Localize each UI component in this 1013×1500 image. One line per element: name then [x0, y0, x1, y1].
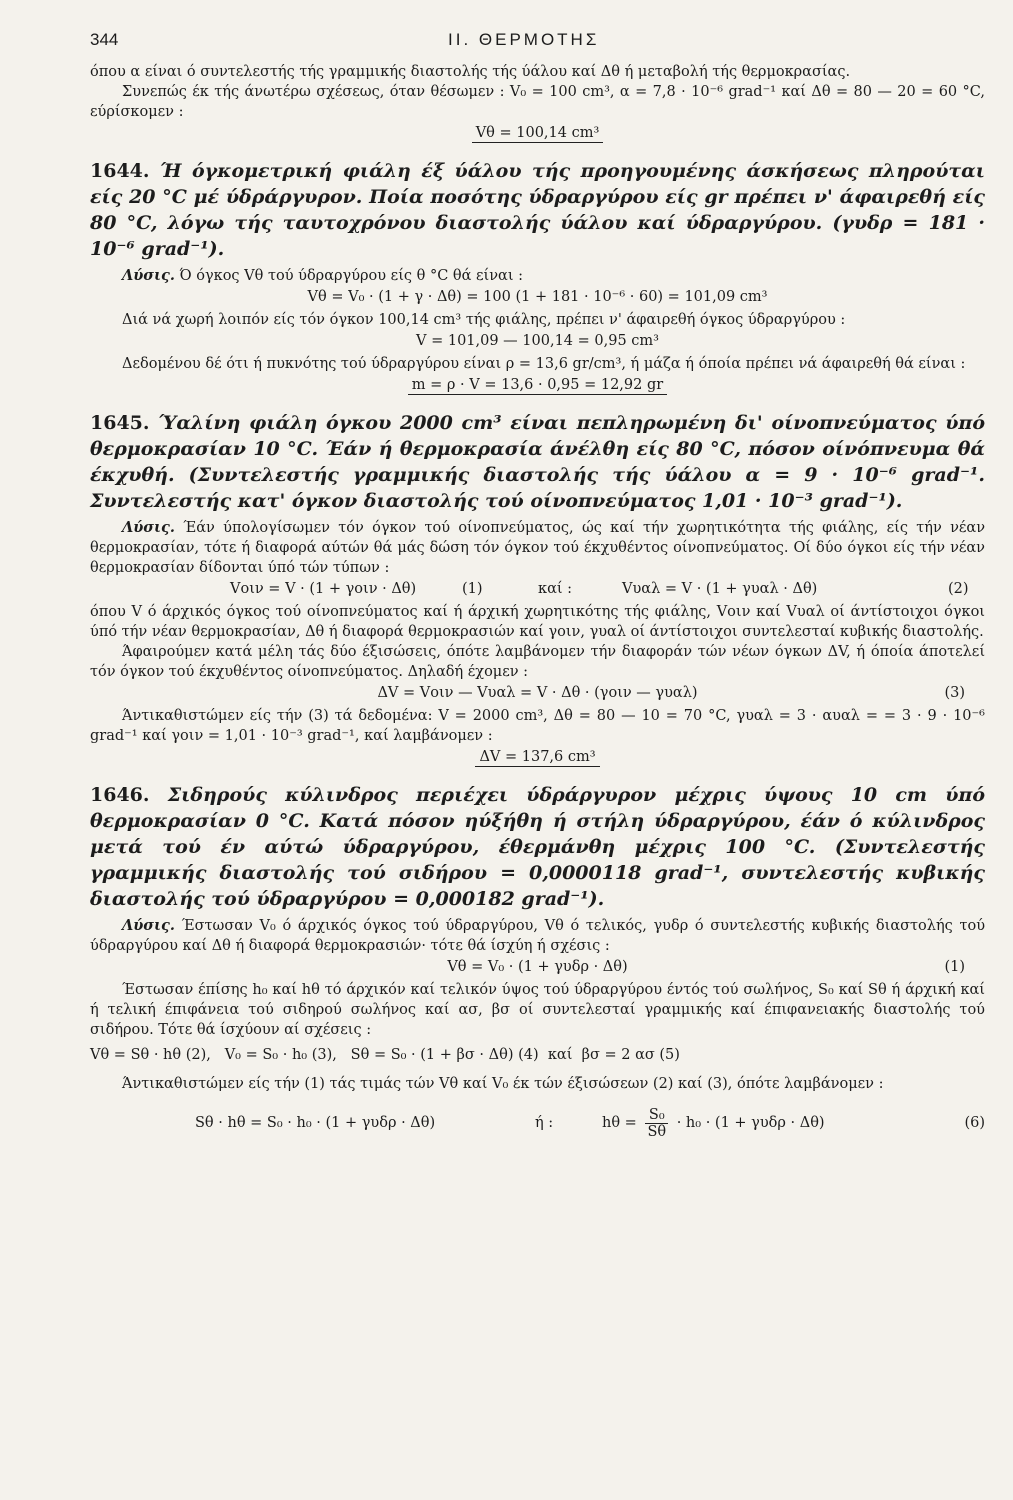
equation-1644-2-text: V = 101,09 — 100,14 = 0,95 cm³	[416, 333, 659, 349]
equation-1645-3-text: ΔV = Vοιν — Vυαλ = V · Δθ · (γοιν — γυαλ)	[377, 685, 698, 701]
equation-or: ή :	[535, 1115, 554, 1131]
solution-1644-text2: Διά νά χωρή λοιπόν είς τόν όγκον 100,14 cm³ τής φιάλης, πρέπει ν' άφαιρεθή όγκος ύδραργύρου :	[122, 312, 846, 328]
problem-1646-number: 1646.	[90, 784, 150, 806]
result-1644	[90, 374, 985, 398]
page-header	[90, 30, 985, 62]
fraction-numerator: S₀	[645, 1107, 668, 1124]
problem-1645-text: Ύαλίνη φιάλη όγκου 2000 cm³ είναι πεπληρωμένη δι' οίνοπνεύματος ύπό θερμοκρασίαν 10 °C. Έάν ή θερμοκρασία άνέλθη είς 80 °C, πόσον οίνόπνευμα θά έκχυθή. (Συντελεστής γραμμικής διαστολής τής ύάλου α = 9 · 10⁻⁶ grad⁻¹. Συντελεστής κατ' όγκον διαστολής τού οίνοπνεύματος 1,01 · 10⁻³ grad⁻¹).	[90, 412, 985, 512]
equation-1645-1: Vοιν = V · (1 + γοιν · Δθ)	[230, 581, 417, 597]
problem-1646-text: Σιδηρούς κύλινδρος περιέχει ύδράργυρον μέχρις ύψους 10 cm ύπό θερμοκρασίαν 0 °C. Κατά πόσον ηύξήθη ή στήλη ύδραργύρου, έάν ό κύλινδρος μετά τού έν αύτώ ύδραργύρου, έθερμάνθη μέχρις 100 °C. (Συντελεστής γραμμικής διαστολής τού σιδήρου = 0,0000118 grad⁻¹, συντελεστής κυβικής διαστολής τού ύδραργύρου = 0,000182 grad⁻¹).	[90, 784, 985, 910]
solution-1646-text1: Έστωσαν V₀ ό άρχικός όγκος τού ύδραργύρου, Vθ ό τελικός, γυδρ ό συντελεστής κυβικής διαστολής τού ύδραργύρου καί Δθ ή διαφορά θερμοκρασιών· τότε θά ίσχύη ή σχέσις :	[90, 918, 986, 954]
solution-1644-text1: Ό όγκος Vθ τού ύδραργύρου είς θ °C θά είναι :	[179, 268, 524, 284]
page-number: 344	[90, 30, 119, 49]
solution-label: Λύσις.	[122, 267, 175, 284]
problem-1645-statement	[90, 410, 985, 514]
equation-1646-6	[90, 1104, 985, 1142]
problem-1646-statement	[90, 782, 985, 912]
book-page	[90, 30, 985, 1142]
equation-1645-3	[90, 682, 985, 706]
equation-1646-6-right	[602, 1104, 825, 1142]
equation-1644-2	[90, 330, 985, 354]
equation-number-6: (6)	[964, 1115, 985, 1131]
equation-number-1: (1)	[944, 959, 965, 975]
result-1645	[90, 746, 985, 770]
solution-1646-text2: Έστωσαν έπίσης h₀ καί hθ τό άρχικόν καί τελικόν ύψος τού ύδραργύρου έντός τού σωλήνος, S₀ καί Sθ ή άρχική καί ή τελική έπιφάνεια τού σιδηρού σωλήνος καί ασ, βσ οί συντελεσταί γραμμικής καί έπιφανειακής διαστολής τού σιδήρου. Τότε θά ίσχύουν αί σχέσεις :	[90, 982, 985, 1038]
fraction-s0-over-stheta	[645, 1107, 668, 1140]
solution-1644-intro	[90, 266, 985, 286]
solution-1644-text3: Δεδομένου δέ ότι ή πυκνότης τού ύδραργύρου είναι ρ = 13,6 gr/cm³, ή μάζα ή όποία πρέπει νά άφαιρεθή θά είναι :	[122, 356, 966, 372]
solution-1645-text2: όπου V ό άρχικός όγκος τού οίνοπνεύματος καί ή άρχική χωρητικότης τής φιάλης, Vοιν καί Vυαλ οί άντίστοιχοι όγκοι ύπό τήν νέαν θερμοκρασίαν, Δθ ή διαφορά θερμοκρασιών καί γοιν, γυαλ οί άντίστοιχοι συντελεσταί κυβικής διαστολής.	[90, 604, 985, 640]
equations-1646-2-5	[90, 1044, 985, 1068]
result-1644-text: m = ρ · V = 13,6 · 0,95 = 12,92 gr	[408, 377, 667, 395]
problem-1644-number: 1644.	[90, 160, 150, 182]
equation-1646-6-rhs: · h₀ · (1 + γυδρ · Δθ)	[676, 1115, 825, 1131]
solution-label: Λύσις.	[122, 917, 175, 934]
intro-line-2: Συνεπώς έκ τής άνωτέρω σχέσεως, όταν θέσωμεν : V₀ = 100 cm³, α = 7,8 · 10⁻⁶ grad⁻¹ καί Δθ = 80 — 20 = 60 °C, εύρίσκομεν :	[90, 84, 985, 120]
equation-number-1: (1)	[462, 581, 483, 597]
equation-1646-1	[90, 956, 985, 980]
solution-1645-intro	[90, 518, 985, 578]
solution-1645-text3: Άφαιρούμεν κατά μέλη τάς δύο έξισώσεις, όπότε λαμβάνομεν τήν διαφοράν τών νέων όγκων ΔV, ή όποία άποτελεί τόν όγκον τού έκχυθέντος οίνοπνεύματος. Δηλαδή έχομεν :	[90, 644, 985, 680]
fraction-denominator: Sθ	[647, 1123, 667, 1140]
solution-1645-text4: Άντικαθιστώμεν είς τήν (3) τά δεδομένα: V = 2000 cm³, Δθ = 80 — 10 = 70 °C, γυαλ = 3 · αυαλ = = 3 · 9 · 10⁻⁶ grad⁻¹ καί γοιν = 1,01 · 10⁻³ grad⁻¹, καί λαμβάνομεν :	[90, 708, 985, 744]
chapter-title: ΙΙ. ΘΕΡΜΟΤΗΣ	[448, 30, 600, 49]
equation-number-2: (2)	[948, 581, 969, 597]
result-1645-text: ΔV = 137,6 cm³	[475, 749, 599, 767]
problem-1644-text: Ή όγκομετρική φιάλη έξ ύάλου τής προηγουμένης άσκήσεως πληρούται είς 20 °C μέ ύδράργυρον. Ποία ποσότης ύδραργύρου είς gr πρέπει ν' άφαιρεθή είς 80 °C, λόγω τής ταυτοχρόνου διαστολής ύάλου καί ύδραργύρου. (γυδρ = 181 · 10⁻⁶ grad⁻¹).	[90, 160, 985, 260]
equation-1646-1-text: Vθ = V₀ · (1 + γυδρ · Δθ)	[447, 959, 628, 975]
equation-1644-1-text: Vθ = V₀ · (1 + γ · Δθ) = 100 (1 + 181 · 10⁻⁶ · 60) = 101,09 cm³	[307, 289, 768, 305]
problem-1645-number: 1645.	[90, 412, 150, 434]
equations-1646-2-5-text: Vθ = Sθ · hθ (2), V₀ = S₀ · h₀ (3), Sθ = S₀ · (1 + βσ · Δθ) (4) καί βσ = 2 ασ (5)	[90, 1047, 680, 1063]
equation-1644-1	[90, 286, 985, 310]
equation-and: καί :	[538, 581, 573, 597]
intro-result-text: Vθ = 100,14 cm³	[472, 125, 604, 143]
problem-1644-statement	[90, 158, 985, 262]
equation-1646-6-lhs: hθ =	[602, 1115, 637, 1131]
intro-result	[90, 122, 985, 146]
solution-1645-text1: Έάν ύπολογίσωμεν τόν όγκον τού οίνοπνεύματος, ώς καί τήν χωρητικότητα τής φιάλης, είς τήν νέαν θερμοκρασίαν, τότε ή διαφορά αύτών θά μάς δώση τόν όγκον τού έκχυθέντος οίνοπνεύματος. Οί δύο όγκοι είς τήν νέαν θερμοκρασίαν δίδονται ύπό τών τύπων :	[90, 520, 986, 576]
equation-1646-6-left: Sθ · hθ = S₀ · h₀ · (1 + γυδρ · Δθ)	[195, 1115, 436, 1131]
solution-1646-intro	[90, 916, 985, 956]
equation-1645-1-2	[90, 578, 985, 602]
solution-1646-text3: Άντικαθιστώμεν είς τήν (1) τάς τιμάς τών Vθ καί V₀ έκ τών έξισώσεων (2) καί (3), όπότε λαμβάνομεν :	[122, 1076, 884, 1092]
intro-line-1: όπου α είναι ό συντελεστής τής γραμμικής διαστολής τής ύάλου καί Δθ ή μεταβολή τής θερμοκρασίας.	[90, 64, 851, 80]
solution-label: Λύσις.	[122, 519, 175, 536]
equation-number-3: (3)	[944, 685, 965, 701]
equation-1645-2: Vυαλ = V · (1 + γυαλ · Δθ)	[622, 581, 818, 597]
